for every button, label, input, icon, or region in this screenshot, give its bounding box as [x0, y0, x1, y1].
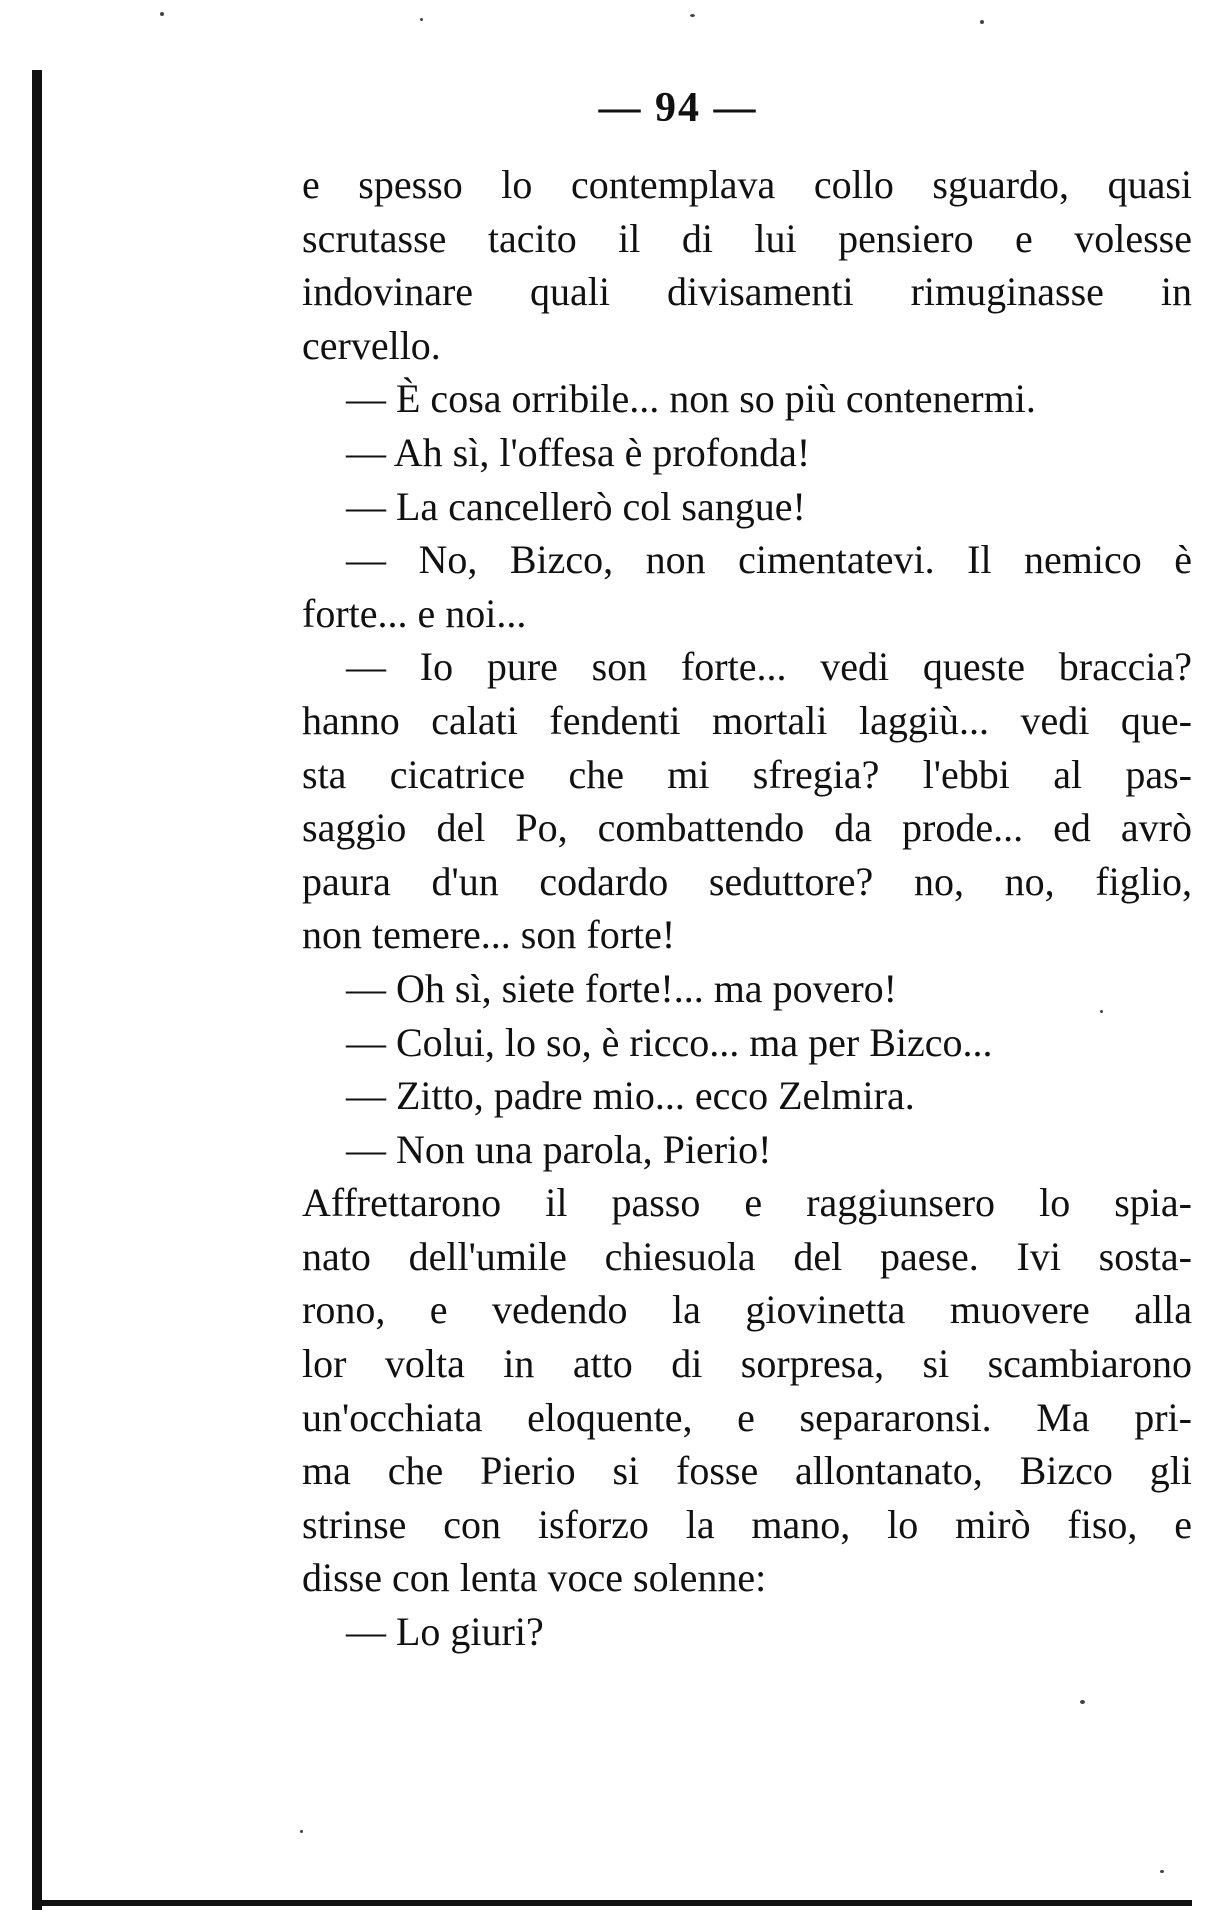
text-line: hanno calati fendenti mortali laggiù... vedi que-: [302, 697, 1192, 743]
scan-speck: [1160, 1870, 1164, 1873]
text-line: cervello.: [302, 322, 441, 368]
scan-speck: [690, 14, 695, 17]
text-line: paura d'un codardo seduttore? no, no, figlio,: [302, 858, 1192, 904]
text-line: strinse con isforzo la mano, lo mirò fiso, e: [302, 1501, 1192, 1547]
dialogue-line: — Oh sì, siete forte!... ma povero!: [346, 965, 897, 1011]
dialogue-line: — No, Bizco, non cimentatevi. Il nemico è: [346, 537, 1192, 583]
text-line: rono, e vedendo la giovinetta muovere alla: [302, 1287, 1192, 1333]
page-number: — 94 —: [598, 85, 758, 131]
dialogue-line: — Lo giuri?: [346, 1609, 544, 1655]
scan-speck: [420, 18, 423, 21]
dialogue-line: — Non una parola, Pierio!: [346, 1126, 772, 1172]
text-line: indovinare quali divisamenti rimuginasse in: [302, 269, 1192, 315]
text-line: un'occhiata eloquente, e separaronsi. Ma pri-: [302, 1394, 1192, 1440]
text-line: non temere... son forte!: [302, 912, 676, 958]
text-line: lor volta in atto di sorpresa, si scambiarono: [302, 1341, 1192, 1387]
dialogue-line: — Zitto, padre mio... ecco Zelmira.: [346, 1073, 915, 1119]
scan-speck: [160, 12, 164, 16]
dialogue-line: — Ah sì, l'offesa è profonda!: [346, 429, 811, 475]
page-bottom-edge: [32, 1900, 1192, 1906]
text-line: sta cicatrice che mi sfregia? l'ebbi al pas-: [302, 751, 1192, 797]
text-line: ma che Pierio si fosse allontanato, Bizco gli: [302, 1448, 1192, 1494]
scan-speck: [300, 1830, 303, 1833]
page-left-edge: [32, 70, 42, 1910]
text-line: disse con lenta voce solenne:: [302, 1555, 767, 1601]
text-line: e spesso lo contemplava collo sguardo, quasi: [302, 162, 1192, 207]
text-line: forte... e noi...: [302, 590, 527, 636]
text-line: Affrettarono il passo e raggiunsero lo spia-: [302, 1180, 1192, 1226]
text-line: nato dell'umile chiesuola del paese. Ivi sosta-: [302, 1233, 1192, 1279]
text-line: saggio del Po, combattendo da prode... ed avrò: [302, 805, 1192, 851]
dialogue-line: — La cancellerò col sangue!: [346, 483, 806, 529]
scan-speck: [1080, 1700, 1085, 1704]
dialogue-line: — Io pure son forte... vedi queste braccia?: [346, 644, 1192, 690]
scan-speck: [1100, 1010, 1103, 1013]
dialogue-line: — Colui, lo so, è ricco... ma per Bizco...: [346, 1019, 993, 1065]
text-line: scrutasse tacito il di lui pensiero e volesse: [302, 215, 1192, 261]
scan-speck: [980, 20, 984, 24]
body-text: [302, 158, 1192, 1659]
dialogue-line: — È cosa orribile... non so più contenermi.: [346, 376, 1036, 422]
